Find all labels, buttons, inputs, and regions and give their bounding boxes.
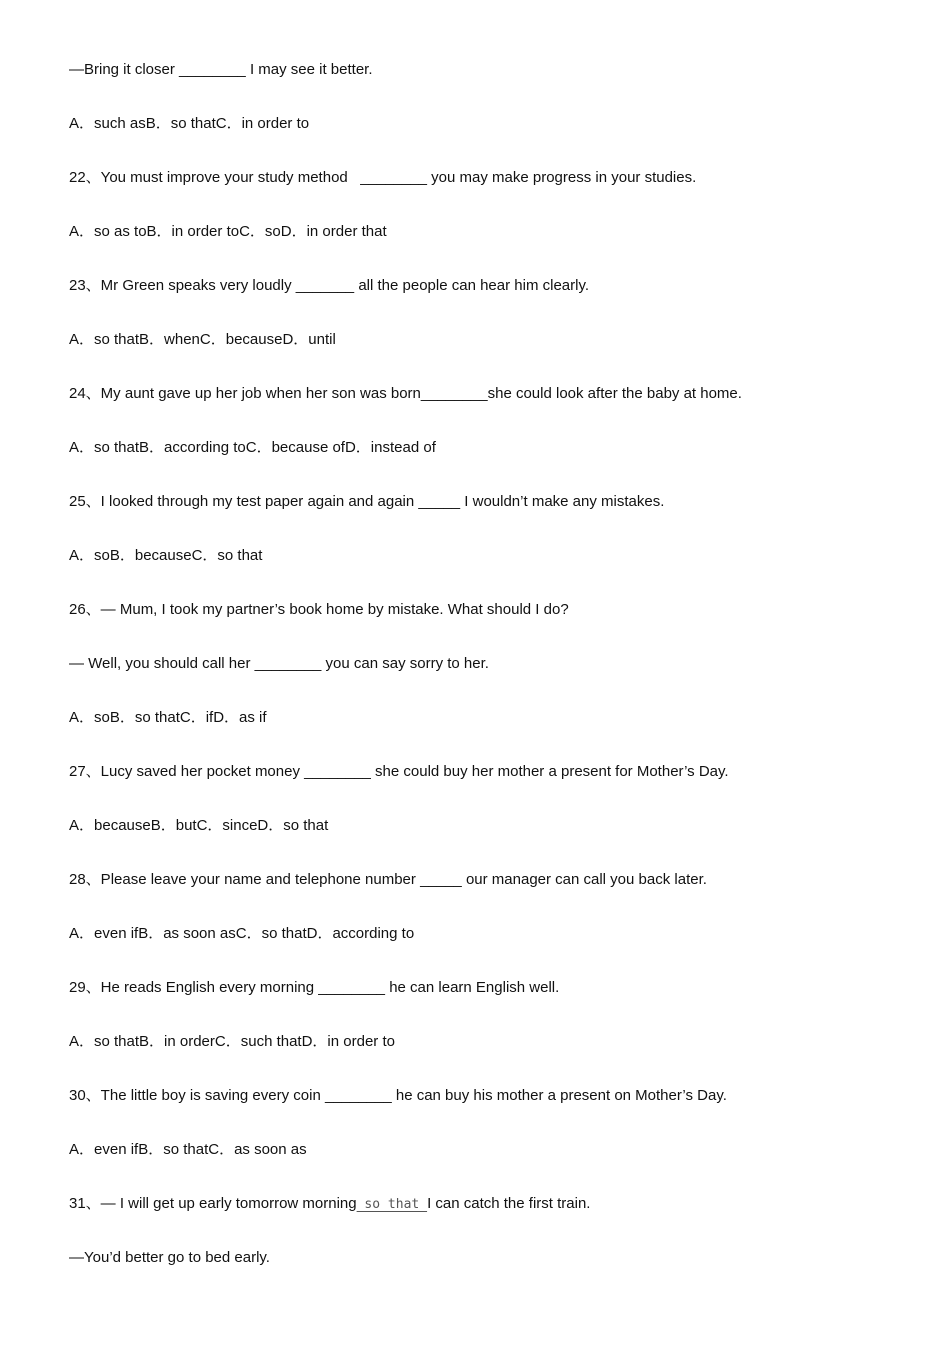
question-line: 29、He reads English every morning ________ he can learn English well. <box>69 979 560 996</box>
options-line: A．soB．so thatC．ifD．as if <box>69 709 267 726</box>
options-line: A．so thatB．whenC．becauseD．until <box>69 331 336 348</box>
question-line: 25、I looked through my test paper again and again _____ I wouldn’t make any mistakes. <box>69 493 665 510</box>
question-31-text-end: I can catch the first train. <box>427 1195 591 1212</box>
question-line: —Bring it closer ________ I may see it better. <box>69 61 373 78</box>
question-line: 27、Lucy saved her pocket money ________ she could buy her mother a present for Mother’s Day. <box>69 763 729 780</box>
question-31-line <box>69 1194 590 1215</box>
question-line: — Well, you should call her ________ you can say sorry to her. <box>69 655 489 672</box>
question-line: 23、Mr Green speaks very loudly _______ all the people can hear him clearly. <box>69 277 590 294</box>
question-line: —You’d better go to bed early. <box>69 1249 270 1266</box>
question-line: 26、— Mum, I took my partner’s book home by mistake. What should I do? <box>69 601 569 618</box>
question-line: 22、You must improve your study method ________ you may make progress in your studies. <box>69 169 697 186</box>
filled-answer: so that <box>356 1197 428 1212</box>
options-line: A．so thatB．according toC．because ofD．instead of <box>69 439 436 456</box>
question-line: 30、The little boy is saving every coin ________ he can buy his mother a present on Mother’s Day. <box>69 1087 727 1104</box>
question-line: 28、Please leave your name and telephone number _____ our manager can call you back later. <box>69 871 707 888</box>
options-line: A．soB．becauseC．so that <box>69 547 263 564</box>
options-line: A．becauseB．butC．sinceD．so that <box>69 817 329 834</box>
options-line: A．such asB．so thatC．in order to <box>69 115 310 132</box>
options-line: A．even ifB．so thatC．as soon as <box>69 1141 307 1158</box>
options-line: A．so as toB．in order toC．soD．in order that <box>69 223 387 240</box>
options-line: A．so thatB．in orderC．such thatD．in order to <box>69 1033 395 1050</box>
options-line: A．even ifB．as soon asC．so thatD．according to <box>69 925 415 942</box>
question-31-text: 31、— I will get up early tomorrow morning <box>69 1195 357 1212</box>
question-line: 24、My aunt gave up her job when her son was born________she could look after the baby at home. <box>69 385 742 402</box>
